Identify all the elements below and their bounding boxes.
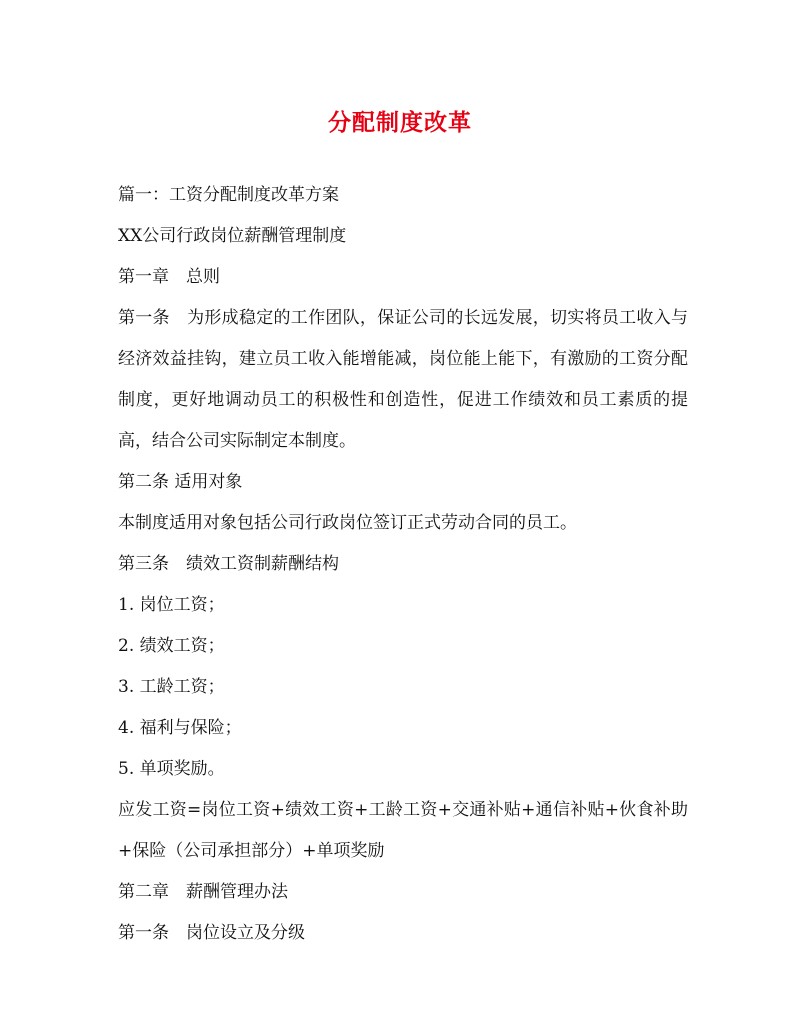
document-body bbox=[118, 175, 688, 954]
regulation-title: XX公司行政岗位薪酬管理制度 bbox=[118, 226, 347, 246]
article-one-paragraph: 第一条 为形成稳定的工作团队，保证公司的长远发展，切实将员工收入与经济效益挂钩，建立员工收入能增能减，岗位能上能下，有激励的工资分配制度，更好地调动员工的积极性和创造性，促进工作绩效和员工素质的提高，结合公司实际制定本制度。 bbox=[118, 308, 688, 451]
list-item: 1. 岗位工资； bbox=[118, 595, 225, 615]
article-two-heading: 第二条 适用对象 bbox=[118, 472, 243, 492]
article-two-paragraph: 本制度适用对象包括公司行政岗位签订正式劳动合同的员工。 bbox=[118, 513, 577, 533]
section-heading-article-one: 篇一：工资分配制度改革方案 bbox=[118, 185, 339, 205]
list-item: 2. 绩效工资； bbox=[118, 636, 225, 656]
list-item: 5. 单项奖励。 bbox=[118, 759, 225, 779]
chapter-heading-general: 第一章 总则 bbox=[118, 267, 220, 287]
salary-formula: 应发工资=岗位工资+绩效工资+工龄工资+交通补贴+通信补贴+伙食补助+保险（公司承担部分）+单项奖励 bbox=[118, 800, 688, 861]
list-item: 3. 工龄工资； bbox=[118, 677, 225, 697]
article-three-heading: 第三条 绩效工资制薪酬结构 bbox=[118, 554, 339, 574]
list-item: 4. 福利与保险； bbox=[118, 718, 242, 738]
article-one-heading-positions: 第一条 岗位设立及分级 bbox=[118, 923, 305, 943]
document-title: 分配制度改革 bbox=[328, 109, 472, 136]
chapter-heading-salary-management: 第二章 薪酬管理办法 bbox=[118, 882, 288, 902]
